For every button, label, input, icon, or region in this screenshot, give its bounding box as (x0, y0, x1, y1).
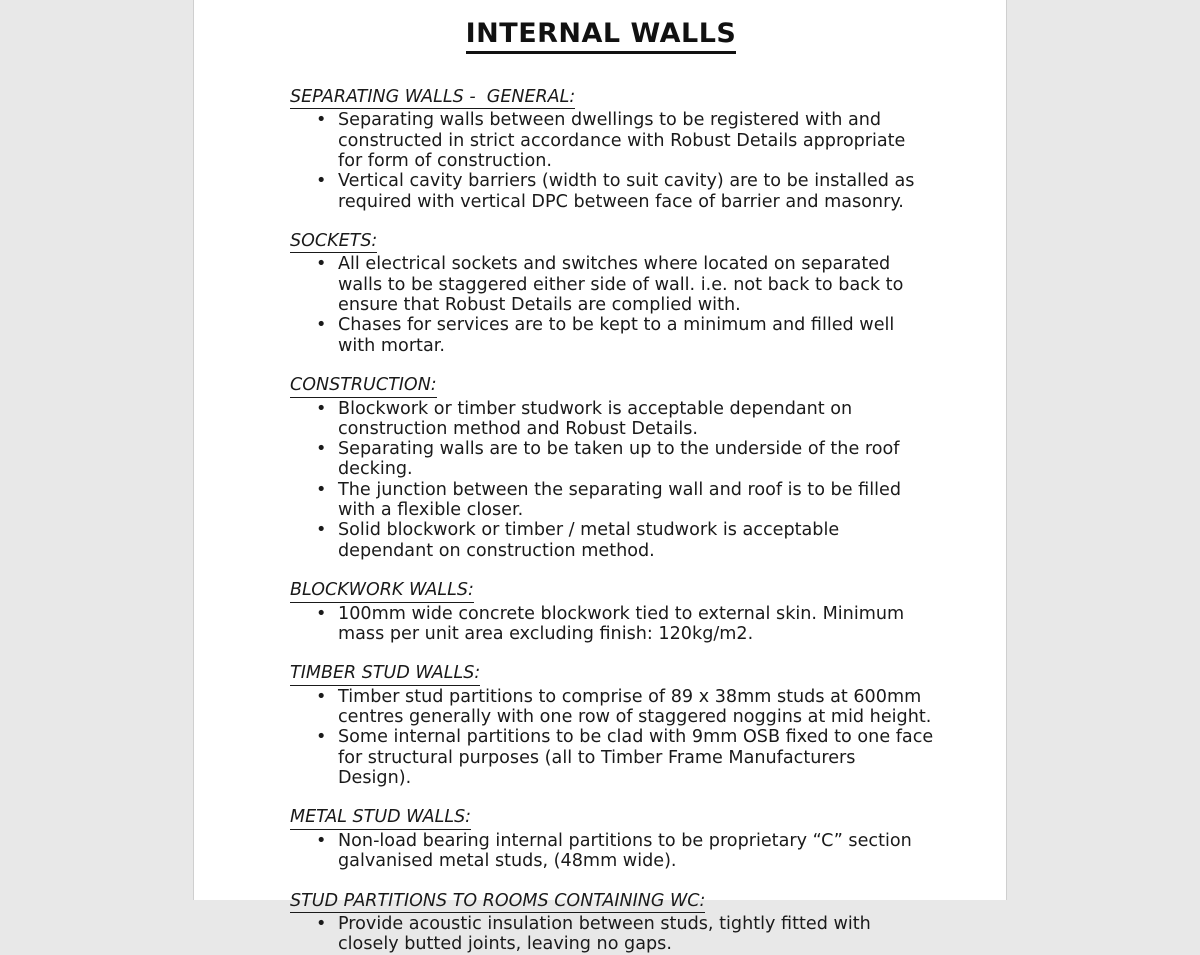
bullet-icon: • (316, 914, 327, 935)
document-section (290, 375, 934, 561)
section-bullet-list (290, 914, 934, 955)
page-content (194, 0, 1008, 955)
section-heading (290, 663, 934, 686)
section-heading-text: SEPARATING WALLS - GENERAL: (290, 87, 575, 110)
list-item (290, 727, 934, 788)
list-item-text: Blockwork or timber studwork is acceptable dependant on construction method and Robust Details. (338, 398, 853, 439)
list-item-text: Vertical cavity barriers (width to suit cavity) are to be installed as required with vertical DPC between face of barrier and masonry. (338, 171, 915, 212)
document-section (290, 580, 934, 644)
section-heading-text: SOCKETS: (290, 231, 377, 254)
list-item-text: Some internal partitions to be clad with 9mm OSB fixed to one face for structural purposes (all to Timber Frame Manufacturers Design). (338, 727, 934, 789)
list-item (290, 480, 934, 521)
list-item-text: Separating walls between dwellings to be registered with and constructed in strict accordance with Robust Details appropriate for form of construction. (338, 110, 906, 171)
bullet-icon: • (316, 830, 327, 851)
list-item (290, 315, 934, 356)
section-heading (290, 580, 934, 603)
list-item (290, 831, 934, 872)
section-heading-text: STUD PARTITIONS TO ROOMS CONTAINING WC: (290, 891, 705, 914)
bullet-icon: • (316, 110, 327, 131)
list-item (290, 254, 934, 315)
section-heading-text: CONSTRUCTION: (290, 375, 437, 398)
list-item-text: All electrical sockets and switches where located on separated walls to be staggered either side of wall. i.e. not back to back to ensure that Robust Details are complied with. (338, 254, 904, 316)
section-heading (290, 891, 934, 914)
section-heading (290, 807, 934, 830)
bullet-icon: • (316, 603, 327, 624)
bullet-icon: • (316, 520, 327, 541)
list-item-text: The junction between the separating wall and roof is to be filled with a flexible closer. (338, 479, 901, 521)
list-item (290, 399, 934, 440)
section-bullet-list (290, 254, 934, 355)
list-item (290, 604, 934, 645)
document-page (193, 0, 1007, 955)
section-heading-text: METAL STUD WALLS: (290, 807, 471, 830)
list-item (290, 687, 934, 728)
document-section (290, 231, 934, 356)
bullet-icon: • (316, 315, 327, 336)
bullet-icon: • (316, 254, 327, 275)
bullet-icon: • (316, 398, 327, 419)
document-section (290, 807, 934, 871)
section-heading (290, 231, 934, 254)
list-item-text: Timber stud partitions to comprise of 89 x 38mm studs at 600mm centres generally with one row of staggered noggins at mid height. (338, 686, 932, 728)
document-section (290, 891, 934, 955)
bullet-icon: • (316, 439, 327, 460)
document-section (290, 663, 934, 788)
list-item-text: Solid blockwork or timber / metal studwork is acceptable dependant on construction method. (338, 520, 840, 561)
bullet-icon: • (316, 686, 327, 707)
list-item-text: Separating walls are to be taken up to the underside of the roof decking. (338, 439, 900, 480)
section-heading-text: BLOCKWORK WALLS: (290, 580, 474, 603)
page-title-text: INTERNAL WALLS (466, 19, 737, 54)
section-bullet-list (290, 399, 934, 561)
list-item (290, 171, 934, 212)
bullet-icon: • (316, 171, 327, 192)
section-heading (290, 87, 934, 110)
bullet-icon: • (316, 479, 327, 500)
page-title (194, 0, 1008, 54)
section-heading (290, 375, 934, 398)
section-bullet-list (290, 687, 934, 788)
list-item (290, 914, 934, 955)
list-item (290, 439, 934, 480)
bullet-icon: • (316, 727, 327, 748)
section-bullet-list (290, 604, 934, 645)
section-bullet-list (290, 831, 934, 872)
section-bullet-list (290, 110, 934, 211)
list-item-text: Chases for services are to be kept to a minimum and filled well with mortar. (338, 315, 895, 356)
document-section (290, 87, 934, 212)
list-item-text: Provide acoustic insulation between studs, tightly fitted with closely butted joints, leaving no gaps. (338, 914, 871, 955)
section-heading-text: TIMBER STUD WALLS: (290, 663, 480, 686)
list-item-text: 100mm wide concrete blockwork tied to external skin. Minimum mass per unit area excluding finish: 120kg/m2. (338, 603, 905, 644)
list-item (290, 110, 934, 171)
list-item (290, 520, 934, 561)
list-item-text: Non-load bearing internal partitions to be proprietary “C” section galvanised metal studs, (48mm wide). (338, 830, 912, 872)
document-body (194, 54, 1008, 955)
